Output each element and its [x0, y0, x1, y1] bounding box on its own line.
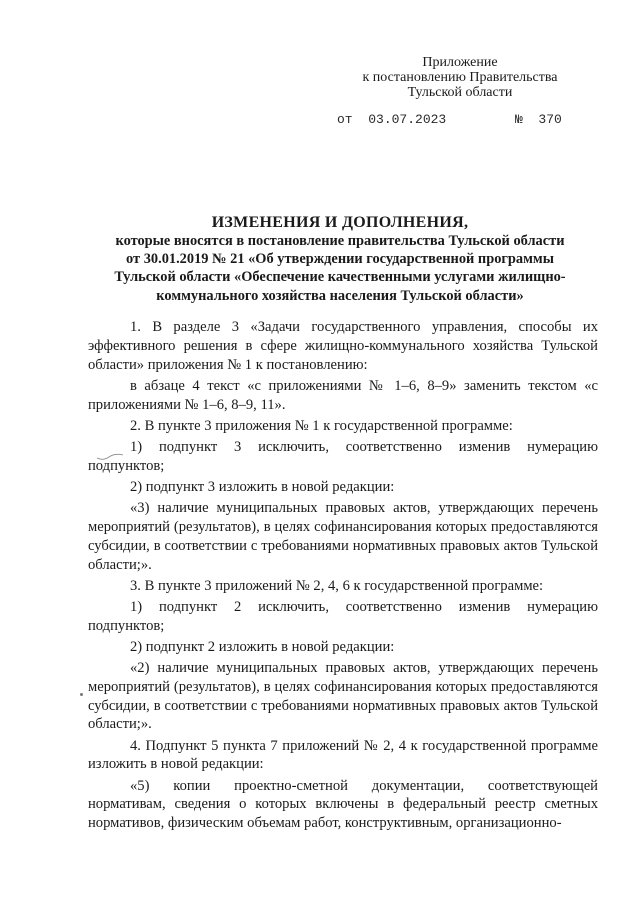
scan-artifact-mark: [95, 452, 125, 462]
heading-subtitle-line: которые вносятся в постановление правительства Тульской области: [115, 233, 565, 249]
heading-subtitle-line: коммунального хозяйства населения Тульской области»: [156, 287, 524, 304]
date-value: 03.07.2023: [368, 112, 447, 127]
heading-subtitle-line: Тульской области «Обеспечение качественными услугами жилищно-: [114, 269, 566, 286]
heading-title: ИЗМЕНЕНИЯ И ДОПОЛНЕНИЯ,: [211, 214, 469, 231]
number-label: №: [515, 112, 523, 127]
decree-number: [515, 112, 562, 128]
appendix-header: [340, 55, 580, 100]
paragraph-12: «5) копии проектно-сметной документации, соответствующей нормативам, сведения о которых включены в федеральный реестр сметных нормативов, физическим объемам работ, конструктивным, организационно-: [88, 777, 598, 832]
paragraph-10: «2) наличие муниципальных правовых актов, утверждающих перечень мероприятий (результатов), в целях софинансирования которых предоставляются субсидии, в соответствии с требованиями нормативных правовых актов Тульской области;».: [88, 660, 598, 733]
document-heading: [60, 213, 620, 305]
decree-date: [337, 112, 446, 128]
paragraph-5: 2) подпункт 3 изложить в новой редакции:: [130, 478, 395, 495]
document-body: [88, 318, 598, 835]
paragraph-6: «3) наличие муниципальных правовых актов, утверждающих перечень мероприятий (результатов), в целях софинансирования которых предоставляются субсидии, в соответствии с требованиями нормативных правовых актов Тульской области;».: [88, 500, 598, 573]
scan-speck: [80, 693, 83, 696]
paragraph-2: в абзаце 4 текст «с приложениями № 1–6, 8–9» заменить текстом «с приложениями № 1–6, 8–9, 11».: [88, 377, 598, 413]
number-value: 370: [538, 112, 562, 127]
appendix-line-3: Тульской области: [407, 85, 513, 100]
paragraph-4: 1) подпункт 3 исключить, соответственно изменив нумерацию подпунктов;: [88, 438, 598, 474]
heading-subtitle-line: от 30.01.2019 № 21 «Об утверждении государственной программы: [126, 251, 554, 268]
paragraph-8: 1) подпункт 2 исключить, соответственно изменив нумерацию подпунктов;: [88, 598, 598, 634]
paragraph-9: 2) подпункт 2 изложить в новой редакции:: [130, 638, 395, 655]
date-label: от: [337, 112, 353, 127]
paragraph-7: 3. В пункте 3 приложений № 2, 4, 6 к государственной программе:: [130, 577, 544, 594]
appendix-line-2: к постановлению Правительства: [362, 70, 558, 85]
paragraph-3: 2. В пункте 3 приложения № 1 к государственной программе:: [130, 417, 513, 434]
paragraph-1: 1. В разделе 3 «Задачи государственного управления, способы их эффективного решения в сфере жилищно-коммунального хозяйства Тульской области» приложения № 1 к постановлению:: [88, 319, 598, 373]
appendix-line-1: Приложение: [422, 55, 498, 70]
paragraph-11: 4. Подпункт 5 пункта 7 приложений № 2, 4 к государственной программе изложить в новой редакции:: [88, 737, 598, 773]
